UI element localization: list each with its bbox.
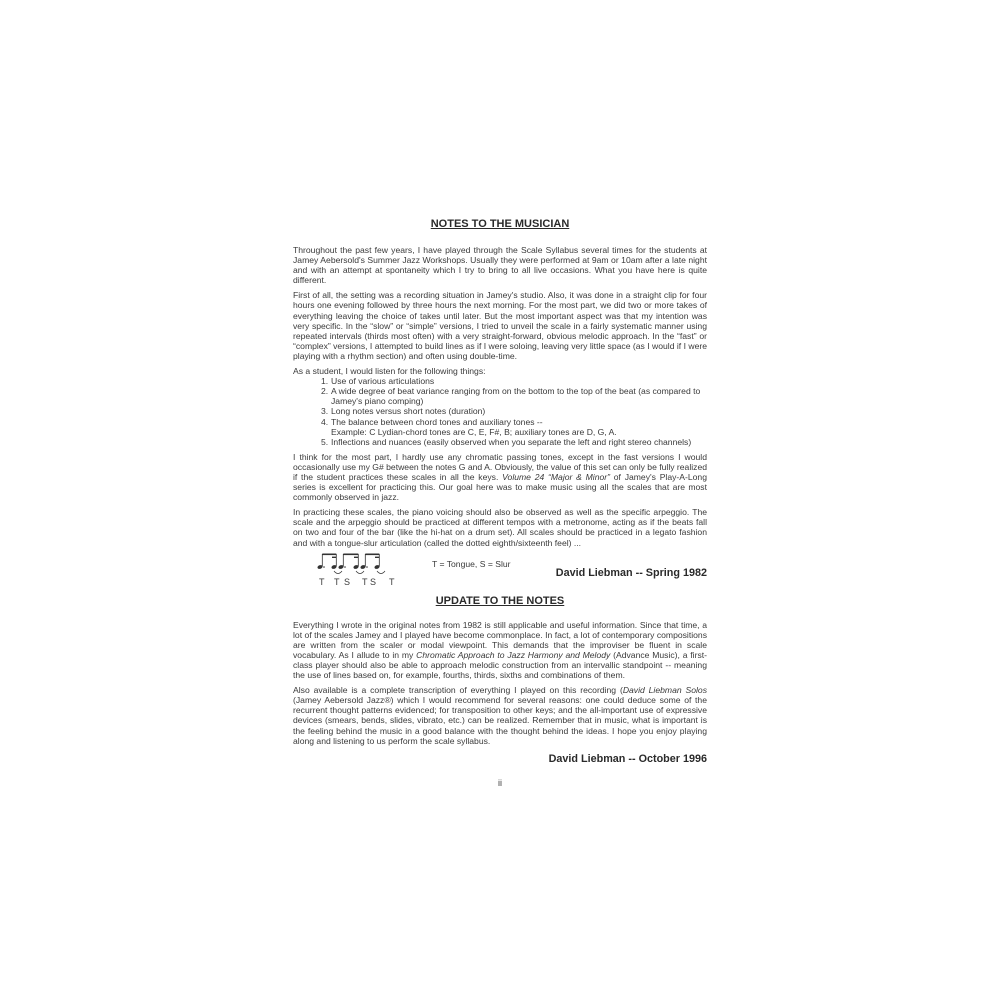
paragraph: In practicing these scales, the piano voicing should also be observed as well as the specific arpeggio. The scale and the arpeggio should be practiced at different tempos with a metronome, acting as if the beats fall on two and four of the bar (like the hi-hat on a drum set). All scales should be practiced in a legato fashion and with a tongue-slur articulation (called the dotted eighth/sixteenth feel) ... xyxy=(293,507,707,548)
list-item-example: Example: C Lydian-chord tones are C, E, F#, B; auxiliary tones are D, G, A. xyxy=(331,426,617,437)
list-item: 1. Use of various articulations xyxy=(321,376,435,387)
signature-1982: David Liebman -- Spring 1982 xyxy=(555,566,707,579)
paragraph: Also available is a complete transcription of everything I played on this recording (David Liebman Solos (Jamey Aebersold Jazz®) which I would recommend for several reasons: one could deduce some of the recurrent thought patterns evidenced; for transposition to other keys; and the all-important use of expressive devices (smears, bends, slides, vibrato, etc.) can be realized. Remember that in music, what is important is the feeling behind the music in a good balance with the thought behind the ideas. I hope you enjoy playing along and listening to us perform the scale syllabus. xyxy=(293,685,707,746)
paragraph: First of all, the setting was a recording situation in Jamey's studio. Also, it was done in a straight clip for four hours one evening followed by three hours the next morning. For the most part, we did two or more takes of everything leaving the choice of takes until later. But the most important aspect was that my intention was very specific. In the “slow” or “simple” versions, I tried to unveil the scale in a fairly systematic manner using repeated intervals (thirds most often) with a very straight-forward, obvious melodic approach. In the “fast” or “complex” versions, I attempted to build lines as if I were soloing, leaving very little space (as I would if I were playing with a rhythm section) and often using double-time. xyxy=(293,290,707,361)
list-item: 4. The balance between chord tones and auxiliary tones -- Example: C Lydian-chord tones are C, E, F#, B; auxiliary tones are D, G, A. xyxy=(293,417,707,437)
list-item: 2. A wide degree of beat variance ranging from on the bottom to the top of the beat (as compared to Jamey's piano comping) xyxy=(321,386,701,407)
signature-1996: David Liebman -- October 1996 xyxy=(548,752,707,765)
listening-list xyxy=(293,376,707,447)
paragraph: I think for the most part, I hardly use any chromatic passing tones, except in the fast versions I would occasionally use my G# between the notes G and A. Obviously, the value of this set can only be fully realized if the student practices these scales in all the keys. Volume 24 “Major & Minor” of Jamey's Play-A-Long series is excellent for practicing this. Our goal here was to make music using all the scales that are most commonly observed in jazz. xyxy=(293,451,708,503)
articulation-legend: T = Tongue, S = Slur xyxy=(432,558,511,569)
paragraph: Throughout the past few years, I have played through the Scale Syllabus several times for the students at Jamey Aebersold's Summer Jazz Workshops. Usually they were performed at 9am or 10am after a late night and with an attempt at spontaneity which I try to bring to all live occasions. What you have here is quite different. xyxy=(293,245,707,286)
section-title-notes-to-musician: NOTES TO THE MUSICIAN xyxy=(430,218,570,230)
list-item: 3. Long notes versus short notes (duration) xyxy=(321,406,486,417)
book-title: Volume 24 “Major & Minor” xyxy=(502,471,610,482)
list-item: 5. Inflections and nuances (easily observed when you separate the left and right stereo channels) xyxy=(321,436,692,447)
notation-row: T T S T S T T = Tongue, S = Slur David Liebman -- Spring 1982 xyxy=(293,551,707,587)
list-intro: As a student, I would listen for the following things: xyxy=(293,366,486,377)
page-number: ii xyxy=(498,777,502,788)
book-title: Chromatic Approach to Jazz Harmony and Melody xyxy=(416,649,611,660)
paragraph: Everything I wrote in the original notes from 1982 is still applicable and useful information. Since that time, a lot of the scales Jamey and I played have become commonplace. In fact, a lot of contemporary compositions are written from the scaler or modal viewpoint. This demands that the improviser be fluent in scale vocabulary. As I allude to in my Chromatic Approach to Jazz Harmony and Melody (Advance Music), a first-class player should also be able to approach melodic construction from an intervallic standpoint -- meaning the use of lines based on, for example, fourths, thirds, sixths and combinations of them. xyxy=(293,619,708,681)
document-page xyxy=(293,218,707,788)
section-title-update: UPDATE TO THE NOTES xyxy=(435,594,565,607)
book-title: David Liebman Solos xyxy=(622,685,707,696)
